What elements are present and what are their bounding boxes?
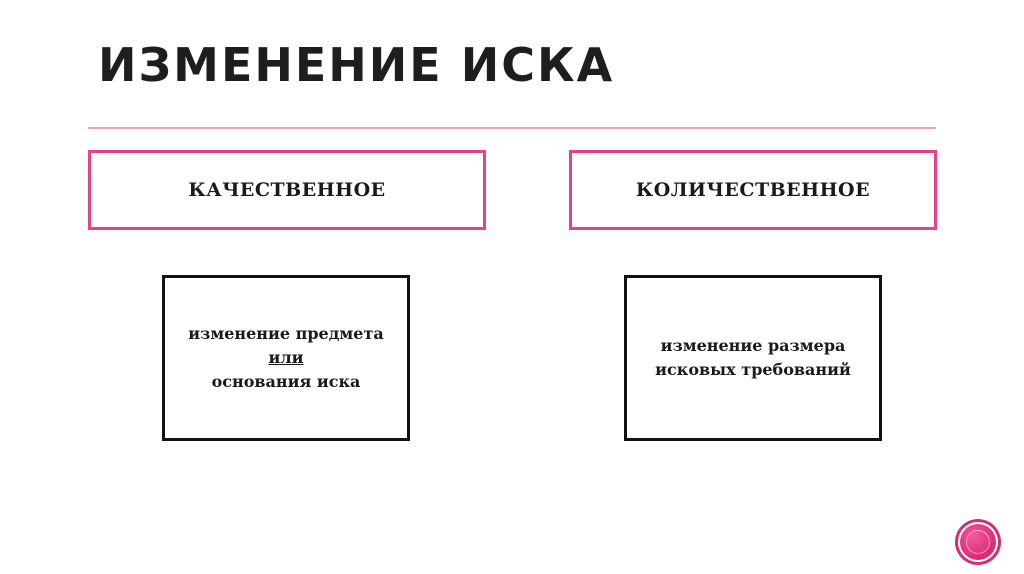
description-line: изменение размера xyxy=(660,336,846,355)
category-box-quantitative xyxy=(569,150,937,230)
category-label-qualitative: КАЧЕСТВЕННОЕ xyxy=(188,179,386,201)
description-box-quantitative xyxy=(624,275,882,441)
description-box-qualitative xyxy=(162,275,410,441)
slide-title: ИЗМЕНЕНИЕ ИСКА xyxy=(98,38,615,92)
pink-circle-badge-icon xyxy=(958,522,998,562)
category-label-quantitative: КОЛИЧЕСТВЕННОЕ xyxy=(635,179,871,201)
description-line-or: или xyxy=(268,348,304,367)
title-divider xyxy=(88,127,936,129)
description-line: исковых требований xyxy=(655,360,851,379)
description-line: изменение предмета xyxy=(188,324,384,343)
description-line: основания иска xyxy=(211,372,361,391)
category-box-qualitative xyxy=(88,150,486,230)
